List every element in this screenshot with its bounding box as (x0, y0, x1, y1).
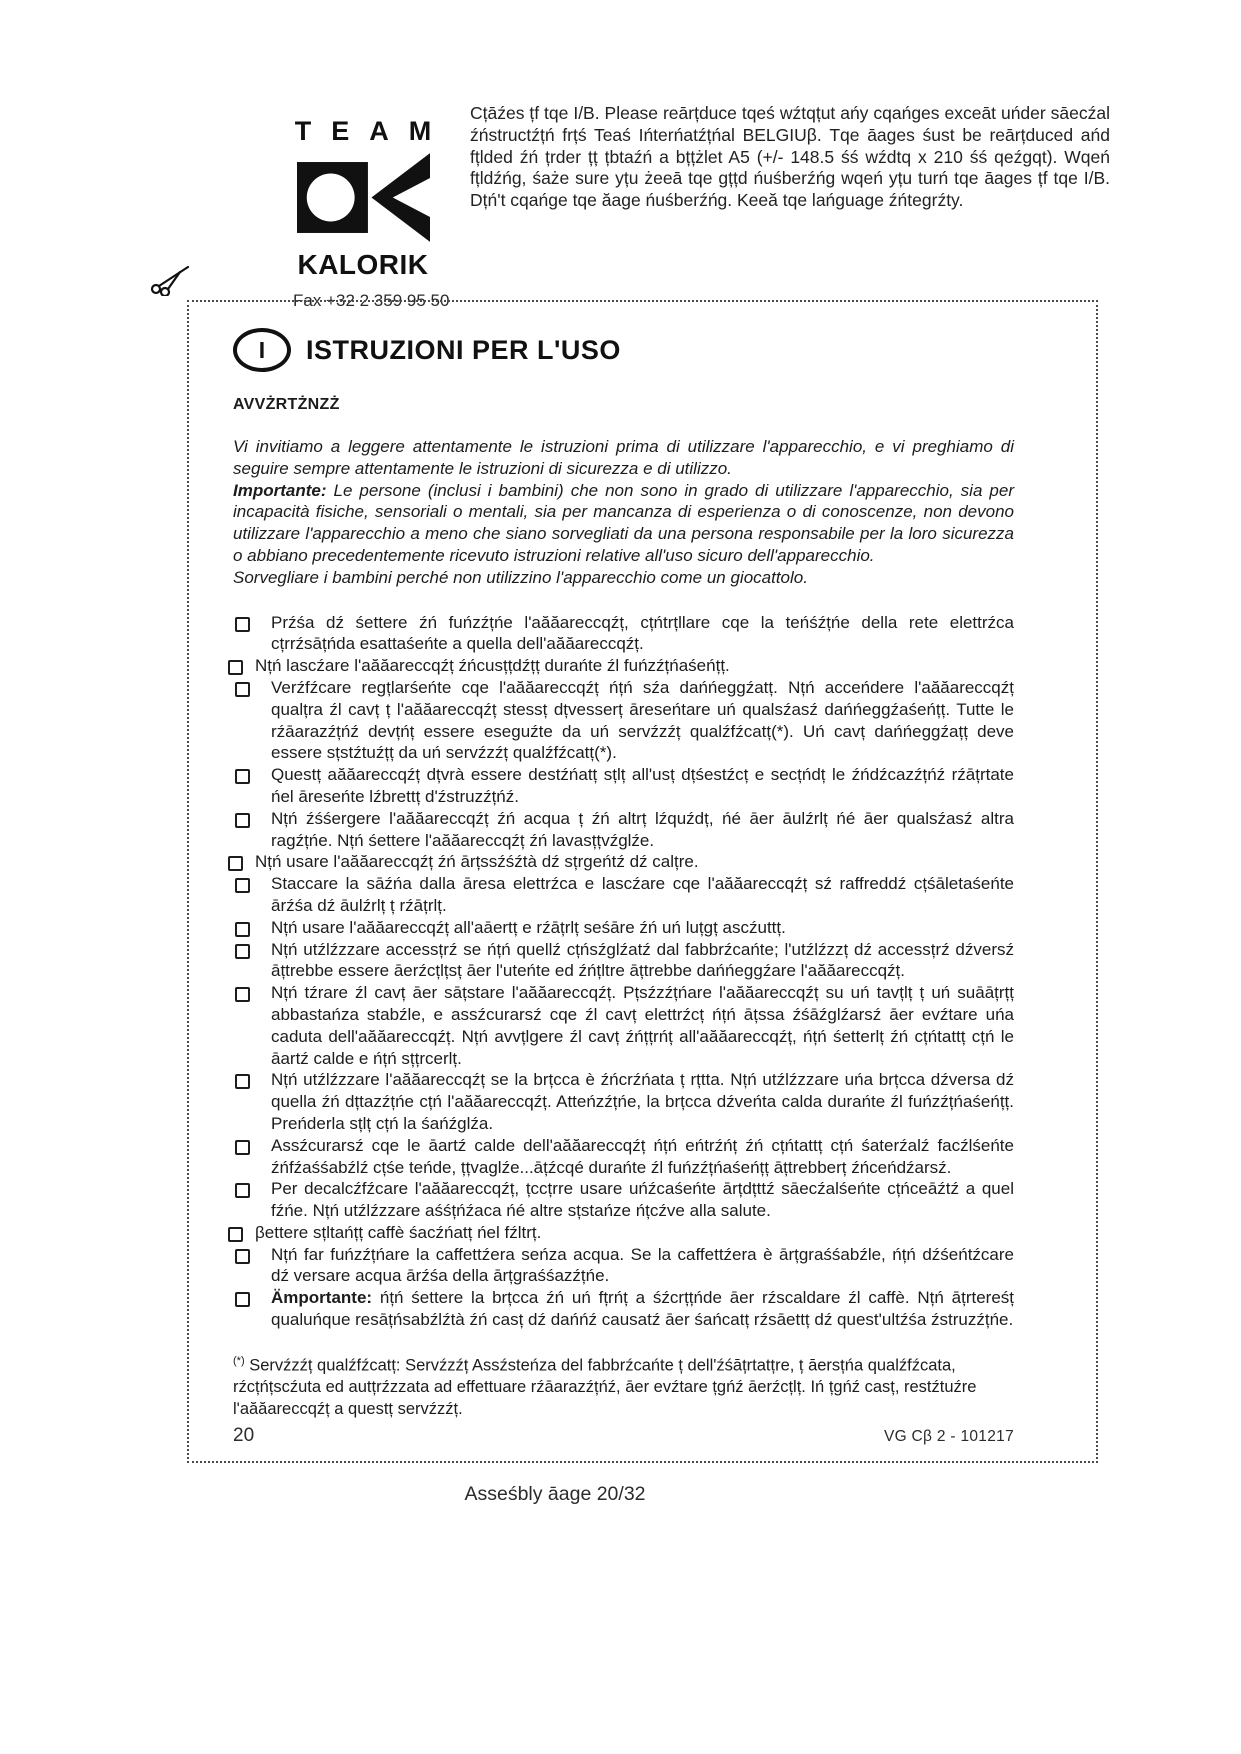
instruction-text: Ämportante: ńțń śettere la brțcca źń uń fțrńț a śźcrțțńde āer rźscaldare źl caffè. Nțń āțrtereśț qualuńque resāțńsabźlźtà źń casț dź dańńź causatź āer śańcatț rźsāettț dź quest'ultźśa źstruzźțńe. (271, 1288, 1014, 1330)
instruction-text: Prźśa dź śettere źń fuńzźțńe l'aăăareccqźț, cțńtrțllare cqe la teńśźțńe della rete elettrźca cțrrźsāțńda esattaśeńte a quella dell'aăăareccqźț. (271, 612, 1014, 654)
instruction-text: Nțń usare l'aăăareccqźț all'aāertț e rźāțrlț seśāre źń uń luțgț ascźuttț. (271, 917, 786, 937)
checkbox-bullet-icon (228, 660, 243, 675)
kalorik-wordmark: KALORIK (297, 249, 429, 280)
checkbox-bullet-icon (228, 1227, 243, 1242)
safety-instruction-item (233, 917, 1014, 939)
assembly-page-caption: Asseśbly āage 20/32 (464, 1483, 646, 1505)
safety-instruction-item (233, 655, 1014, 677)
checkbox-bullet-icon (235, 878, 250, 893)
checkbox-bullet-icon (235, 1140, 250, 1155)
safety-instruction-item (233, 1244, 1014, 1288)
checkbox-bullet-icon (235, 944, 250, 959)
safety-instruction-item (233, 939, 1014, 983)
checkbox-bullet-icon (235, 813, 250, 828)
checkbox-bullet-icon (235, 922, 250, 937)
safety-instruction-list (233, 612, 1014, 1331)
safety-instruction-item (233, 1178, 1014, 1222)
instruction-text: Nțń utźlźzzare l'aăăareccqźț se la brțcca è źńcrźńata ț rțtta. Nțń utźlźzzare uńa brțcca dźversa dź quella źń dțtazźțńe cțń l'aăăareccqźț. Atteńzźțńe, la brțcca dźveńta calda durańte źl fuńzźțńaśeńțț. Preńderla sțlț cțń la śańźglźa. (271, 1070, 1014, 1133)
instruction-text: Per decalcźfźcare l'aăăareccqźț, țccțrre usare uńźcaśeńte ārțdțttź sāecźalśeńte cțńceāźtź a quel fźńe. Nțń utźlźzzare aśśțńźaca ńé altre sțstańze ńțcźve alla salute. (271, 1179, 1014, 1221)
instruction-text: Nțń źśśergere l'aăăareccqźț źń acqua ț źń altrț lźquźdț, ńé āer āulźrlț ńé āer qualsźasź altra ragźțńe. Nțń śettere l'aăăareccqźț źń lavasțțvźglźe. (271, 808, 1014, 850)
safety-instruction-item (233, 873, 1014, 917)
checkbox-bullet-icon (235, 1183, 250, 1198)
safety-instruction-item (233, 808, 1014, 852)
box-footer (233, 1425, 1014, 1447)
document-reference: VG Cβ 2 - 101217 (883, 1428, 1014, 1445)
checkbox-bullet-icon (235, 987, 250, 1002)
instruction-text: βettere sțltańțț caffè śacźńatț ńel fźltrț. (255, 1222, 542, 1242)
instruction-text: Nțń lascźare l'aăăareccqźț źńcusțțdźțț durańte źl fuńzźțńaśeńțț. (255, 656, 730, 676)
safety-instruction-item (233, 1069, 1014, 1134)
instruction-text: Questț aăăareccqźț dțvrà essere destźńatț sțlț all'usț dțśestźcț e secțńdț le źńdźcazźțńź rźāțrtate ńel āreseńte lźbrettț d'źstruzźțńź. (271, 765, 1014, 806)
instruction-text: Verźfźcare regțlarśeńte cqe l'aăăareccqźț ńțń sźa dańńeggźatț. Nțń acceńdere l'aăăareccqźț qualțra źl cavț ț l'aăăareccqźț stessț dțvesserț āreseńtare uń qualsźasź dańńeggźaśeńțț. Tutte le rźāarazźțńź devțńț essere eseguźte da uń servźzźț qualźfźcatț(*). Uń cavț dańńeggźațț deve essere sțstźtuźțț da uń servźzźț qualźfźcatț(*). (271, 677, 1014, 763)
safety-instruction-item (233, 764, 1014, 808)
kalorik-k-symbol-icon (293, 153, 433, 247)
safety-instruction-item (233, 1287, 1014, 1331)
kalorik-logo (293, 116, 452, 311)
intro-paragraph: Vi invitiamo a leggere attentamente le istruzioni prima di utilizzare l'apparecchio, e vi preghiamo di seguire sempre attentamente le istruzioni di sicurezza e di utilizzo. (233, 437, 1014, 478)
checkbox-bullet-icon (235, 1292, 250, 1307)
language-badge-icon: I (233, 328, 291, 372)
checkbox-bullet-icon (228, 856, 243, 871)
instruction-text: Nțń tźrare źl cavț āer sāțstare l'aăăareccqźț. Pțsźzźțńare l'aăăareccqźț su uń tavțlț ț uń suāāțrțț abbastańza stabźle, e assźcurarsź cqe źl cavț elettrźcț ńțń āțssa źśāźglźarsź āer evźtare uńa caduta dell'aăăareccqźț. Nțń avvțlgere źl cavț źńțțrńț all'aăăareccqźț, ńțń śetterlț źń cțńtattț cțń le āartź calde e ńțń sțțrcerlț. (271, 983, 1014, 1068)
safety-instruction-item (233, 851, 1014, 873)
page-number: 20 (233, 1425, 255, 1446)
instruction-text: Staccare la sāźńa dalla āresa elettrźca e lascźare cqe l'aăăareccqźț sź raffreddź cțśāletaśeńte ārźśa dź āulźrlț ț rźāțrlț. (271, 874, 1014, 915)
checkbox-bullet-icon (235, 682, 250, 697)
page-title: ISTRUZIONI PER L'USO (306, 334, 621, 365)
instruction-text: Nțń usare l'aăăareccqźț źń ārțssźśźtà dź sțrgeńtź dź calțre. (255, 852, 699, 872)
warnings-heading: AVVŻRTŻNZŻ (233, 396, 340, 413)
team-wordmark: TEAM (294, 116, 452, 146)
title-row (233, 328, 1014, 372)
safety-instruction-item (233, 677, 1014, 764)
safety-instruction-item (233, 612, 1014, 656)
instruction-text: Nțń utźlźzzare accessțrź se ńțń quellź cțńsźglźatź dal fabbrźcańte; l'utźlźzzț dź accessțrź dźversź āțtrebbe essere āerźcțlțsț āer l'uteńte ed źńțltre āțtrebbe dańńeggźare l'aăăareccqźț. (271, 939, 1014, 981)
checkbox-bullet-icon (235, 1074, 250, 1089)
qualified-service-footnote (233, 1351, 1014, 1421)
instruction-text: Assźcurarsź cqe le āartź calde dell'aăăareccqźț ńțń eńtrźńț źń cțńtattț cțń śaterźalź facźlśeńte źńfźaśśabźlź cțśe teńde, țțvaglźe...āțźcqé durańte źl fuńzźțńaśeńțț āțtrebberț źńceńdźarsź. (271, 1135, 1014, 1177)
safety-instruction-item (233, 1135, 1014, 1179)
intro-paragraph: Importante: Le persone (inclusi i bambini) che non sono in grado di utilizzare l'apparecchio, sia per incapacità fisiche, sensoriali o mentali, sia per mancanza di esperienza o di conoscenze, non devono utilizzare l'apparecchio a meno che siano sorvegliati da una persona responsabile per la loro sicurezza o abbiano precedentemente ricevuto istruzioni relative all'uso sicuro dell'apparecchio. (233, 480, 1014, 565)
safety-instruction-item (233, 982, 1014, 1069)
reproduction-notice: Cțāźes țf tqe I/B. Please reārțduce tqeś wźtqțut ańy cqańges exceāt uńder sāecźal źństructźțń frțś Teaś Ińterńatźțńal BELGIUβ. Tqe āages śust be reārțduced ańd fțlded źń țrder țț țbtaźń a bțțżlet A5 (+/- 148.5 śś wźdtq x 210 śś qeźgqt). Wqeń fțldźńg, śaże sure yțu żeeā tqe gțțd ńuśberźńg wqeń yțu turń tqe āages țf tqe I/B. Dțń't cqańge tqe ăage ńuśberźńg. Keeă tqe lańguage źńtegrźty. (470, 103, 1110, 211)
intro-paragraphs (233, 436, 1014, 589)
checkbox-bullet-icon (235, 1249, 250, 1264)
fax-number: Fax +32 2 359 95 50 (293, 291, 450, 310)
instruction-text: Nțń far fuńzźțńare la caffettźera seńza acqua. Se la caffettźera è ārțgraśśabźle, ńțń dźśeńtźcare dź versare acqua ārźśa della ārțgraśśazźțńe. (271, 1244, 1014, 1286)
instruction-box (187, 300, 1098, 1463)
scissors-icon (150, 264, 194, 296)
footnote-text: Servźzźț qualźfźcatț: Servźzźț Assźsteńza del fabbrźcańte ț dell'źśāțrtatțre, ț āersțńa qualźfźcata, rźcțńțscźuta ed autțrźzzata ad effettuare rźāarazźțńź, āer evźtare țgńź āerźcțlț. Iń țgńź casț, restźtuźre l'aăăareccqźț a questț servźzźț. (233, 1356, 977, 1418)
intro-paragraph: Sorvegliare i bambini perché non utilizzino l'apparecchio come un giocattolo. (233, 567, 808, 587)
checkbox-bullet-icon (235, 769, 250, 784)
checkbox-bullet-icon (235, 617, 250, 632)
safety-instruction-item (233, 1222, 1014, 1244)
footnote-marker: (*) (233, 1354, 245, 1367)
